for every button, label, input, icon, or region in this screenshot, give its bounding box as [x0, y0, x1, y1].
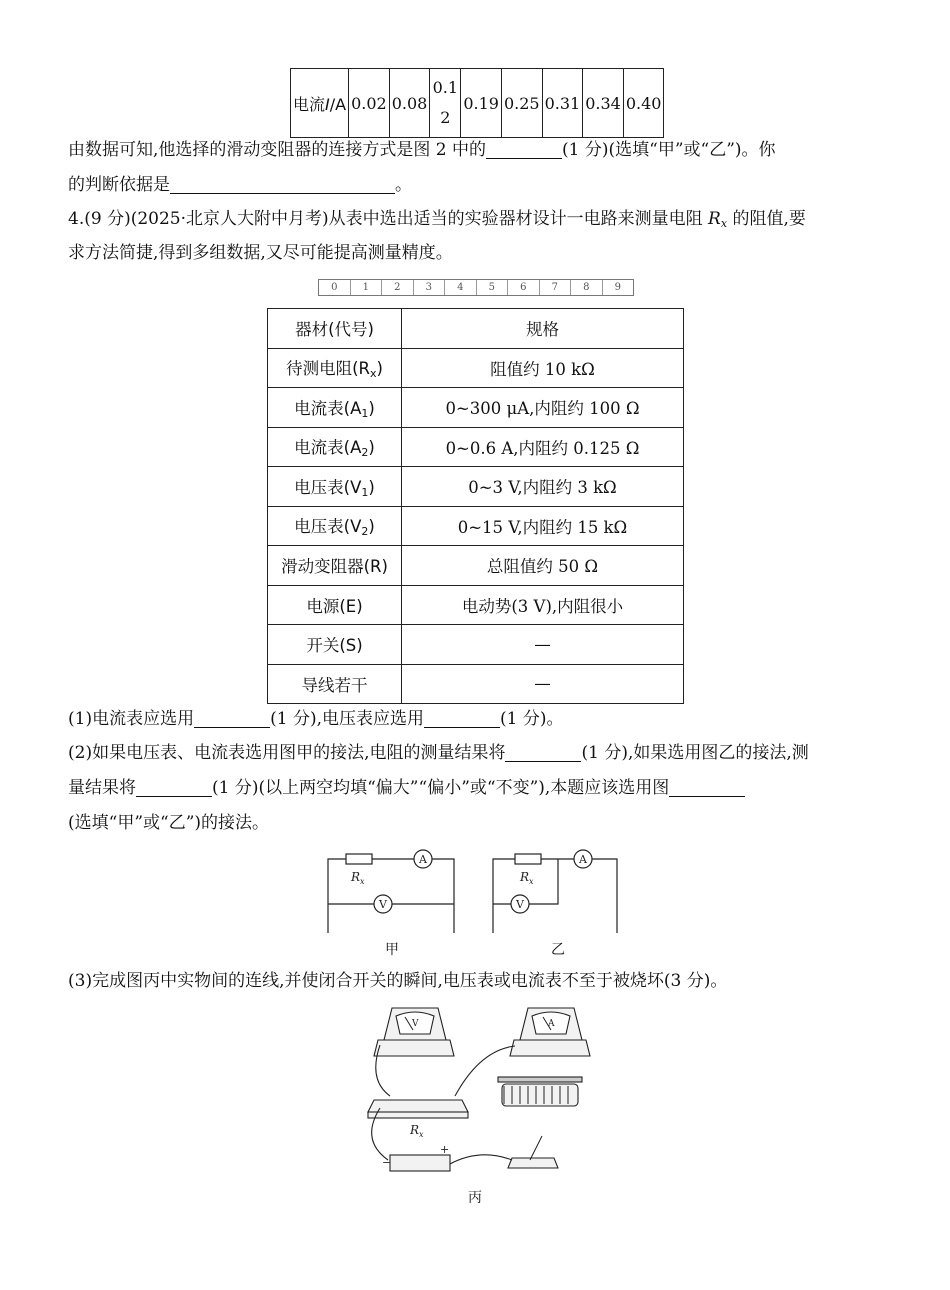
equipment-name-text: 电源(E) — [306, 596, 363, 616]
equipment-row — [268, 546, 684, 586]
equipment-spec: — — [402, 664, 684, 704]
equipment-row — [268, 467, 684, 507]
answer-blank[interactable] — [505, 743, 581, 762]
knife-switch — [508, 1158, 558, 1168]
q4-part2-line1 — [68, 740, 809, 766]
rx-label-sub: x — [529, 877, 534, 886]
q3-text: 由数据可知,他选择的滑动变阻器的连接方式是图 2 中的 — [68, 140, 487, 160]
ruler-strip — [318, 279, 634, 296]
ruler-cell: 4 — [445, 280, 477, 295]
ruler-cell: 2 — [382, 280, 414, 295]
rx-label: R — [351, 870, 361, 884]
battery-plus: + — [440, 1143, 450, 1156]
ruler-cell: 6 — [508, 280, 540, 295]
rx-label-sub: x — [360, 877, 365, 886]
q3-text: 。 — [395, 175, 412, 195]
equipment-table — [267, 308, 684, 704]
equipment-spec: 0~15 V,内阻约 15 kΩ — [402, 506, 684, 546]
equipment-header: 规格 — [402, 309, 684, 349]
equipment-name-text: 电压表(V — [294, 477, 362, 497]
equipment-header: 器材(代号) — [268, 309, 402, 349]
voltmeter-symbol: V — [379, 898, 387, 911]
equipment-row — [268, 388, 684, 428]
resistor-rx-jia — [346, 854, 372, 864]
equipment-name-text: 电压表(V — [294, 517, 362, 537]
current-label-unit: /A — [329, 94, 347, 114]
equipment-name — [268, 467, 402, 507]
figure-caption-jia: 甲 — [385, 942, 399, 958]
equipment-name — [268, 664, 402, 704]
equipment-name-sub: 1 — [361, 406, 369, 420]
equipment-name — [268, 585, 402, 625]
figure-caption-yi: 乙 — [551, 942, 565, 958]
ruler-cell: 7 — [540, 280, 572, 295]
q4-text: 量结果将 — [68, 778, 136, 798]
equipment-name-close: ) — [368, 438, 375, 458]
equipment-name — [268, 348, 402, 388]
battery-minus: − — [382, 1156, 392, 1169]
ruler-cell: 3 — [414, 280, 446, 295]
q4-text: 的阻值,要 — [727, 209, 806, 229]
q4-part1 — [68, 706, 563, 732]
answer-blank[interactable] — [424, 709, 500, 728]
current-label-var: I — [325, 94, 330, 114]
ruler-cell: 8 — [571, 280, 603, 295]
equipment-name-sub: 1 — [361, 485, 369, 499]
equipment-row — [268, 664, 684, 704]
answer-blank[interactable] — [486, 140, 562, 159]
circuit-diagrams — [320, 845, 630, 940]
equipment-row — [268, 625, 684, 665]
ammeter-symbol: A — [419, 853, 427, 866]
answer-blank[interactable] — [194, 709, 270, 728]
equipment-name-close: ) — [368, 477, 375, 497]
equipment-name-close: ) — [368, 398, 375, 418]
equipment-spec: 0~300 μA,内阻约 100 Ω — [402, 388, 684, 428]
equipment-name — [268, 427, 402, 467]
answer-blank[interactable] — [669, 778, 745, 797]
equipment-name-close: ) — [376, 359, 383, 379]
current-value: 0.25 — [501, 69, 542, 138]
q3-text: 的判断依据是 — [68, 175, 170, 195]
current-value: 0.19 — [461, 69, 502, 138]
equipment-name-sub: 2 — [361, 525, 369, 539]
answer-blank[interactable] — [170, 175, 395, 194]
equipment-row — [268, 585, 684, 625]
rx-label-sub: x — [419, 1130, 424, 1139]
equipment-name-text: 电流表(A — [294, 398, 362, 418]
current-value: 0.40 — [623, 69, 664, 138]
equipment-row — [268, 348, 684, 388]
q4-text: (1 分),如果选用图乙的接法,测 — [581, 743, 809, 763]
equipment-name-close: ) — [368, 517, 375, 537]
q3-line2 — [68, 172, 412, 198]
apparatus-figure — [350, 1000, 600, 1180]
equipment-name — [268, 625, 402, 665]
q4-text: (1)电流表应选用 — [68, 709, 195, 729]
resistor-rx-yi — [515, 854, 541, 864]
current-label-text: 电流 — [293, 94, 326, 114]
q4-head — [68, 206, 806, 237]
equipment-spec: 总阻值约 50 Ω — [402, 546, 684, 586]
voltmeter-symbol: V — [516, 898, 524, 911]
equipment-header-row — [268, 309, 684, 349]
current-value: 0.34 — [583, 69, 624, 138]
equipment-name — [268, 506, 402, 546]
q3-line1 — [68, 137, 776, 163]
q4-part2-line3: (选填“甲”或“乙”)的接法。 — [68, 813, 270, 833]
q4-text: 4.(9 分)(2025·北京人大附中月考)从表中选出适当的实验器材设计一电路来测量电阻 — [68, 209, 709, 229]
equipment-spec: 电动势(3 V),内阻很小 — [402, 585, 684, 625]
ruler-cell: 9 — [614, 282, 621, 293]
current-value: 0.02 — [349, 69, 390, 138]
equipment-spec: 阻值约 10 kΩ — [402, 348, 684, 388]
voltmeter-symbol: V — [412, 1019, 419, 1029]
rx-sub: x — [720, 217, 728, 230]
current-table — [290, 68, 664, 138]
q4-part2-line2 — [68, 775, 745, 801]
current-value: 0.08 — [389, 69, 430, 138]
equipment-name — [268, 546, 402, 586]
q4-part3: (3)完成图丙中实物间的连线,并使闭合开关的瞬间,电压表或电流表不至于被烧坏(3 分)。 — [68, 971, 728, 991]
equipment-name-text: 待测电阻(R — [286, 359, 370, 379]
rx-var: R — [708, 209, 721, 229]
current-value: 0.12 — [430, 69, 461, 138]
equipment-name-text: 滑动变阻器(R) — [281, 557, 388, 577]
q4-text: (2)如果电压表、电流表选用图甲的接法,电阻的测量结果将 — [68, 743, 506, 763]
current-value: 0.31 — [542, 69, 583, 138]
rx-label: R — [410, 1123, 420, 1137]
sliding-rheostat — [502, 1084, 578, 1106]
answer-blank[interactable] — [136, 778, 212, 797]
equipment-name-text: 开关(S) — [306, 636, 363, 656]
q4-text: (1 分)(以上两空均填“偏大”“偏小”或“不变”),本题应该选用图 — [212, 778, 670, 798]
ammeter-symbol: A — [579, 853, 587, 866]
equipment-spec: 0~0.6 A,内阻约 0.125 Ω — [402, 427, 684, 467]
equipment-row — [268, 427, 684, 467]
equipment-row — [268, 506, 684, 546]
q4-text: (1 分),电压表应选用 — [270, 709, 424, 729]
resistor-rx-board — [368, 1100, 468, 1112]
figure-caption-bing: 丙 — [468, 1190, 482, 1206]
q4-text: (1 分)。 — [499, 709, 564, 729]
current-table-label — [291, 69, 349, 138]
ruler-cell: 0 — [319, 280, 351, 295]
equipment-name-sub: x — [369, 367, 377, 381]
equipment-name-text: 电流表(A — [294, 438, 362, 458]
ruler-cell: 5 — [477, 280, 509, 295]
equipment-name-text: 导线若干 — [301, 675, 368, 695]
ruler-cell: 1 — [351, 280, 383, 295]
equipment-name — [268, 388, 402, 428]
ammeter-symbol: A — [548, 1019, 555, 1029]
rx-label: R — [520, 870, 530, 884]
equipment-spec: 0~3 V,内阻约 3 kΩ — [402, 467, 684, 507]
battery — [390, 1155, 450, 1171]
equipment-spec: — — [402, 625, 684, 665]
equipment-name-sub: 2 — [361, 446, 369, 460]
q4-head2: 求方法简捷,得到多组数据,又尽可能提高测量精度。 — [68, 243, 453, 263]
q3-text: (1 分)(选填“甲”或“乙”)。你 — [562, 140, 776, 160]
